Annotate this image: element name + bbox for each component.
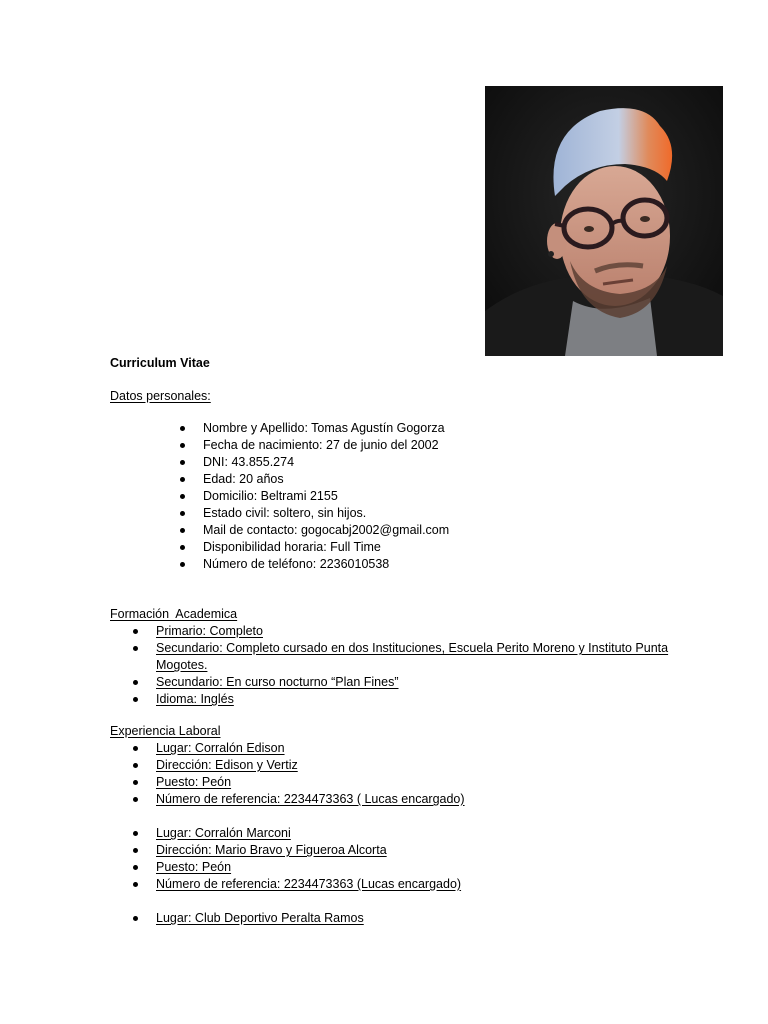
- job-list: [131, 910, 364, 927]
- bullet-icon: [180, 460, 185, 465]
- bullet-icon: [133, 848, 138, 853]
- list-item-text: Lugar: Corralón Edison: [156, 741, 285, 755]
- bullet-icon: [133, 797, 138, 802]
- list-item: [131, 674, 676, 691]
- list-item-text: Secundario: Completo cursado en dos Instituciones, Escuela Perito Moreno y Instituto Punta Mogotes.: [156, 641, 669, 672]
- list-item-text: Lugar: Corralón Marconi: [156, 826, 291, 840]
- list-item-text: Número de referencia: 2234473363 ( Lucas encargado): [156, 792, 465, 806]
- bullet-icon: [133, 916, 138, 921]
- bullet-icon: [133, 680, 138, 685]
- list-item: [178, 505, 449, 522]
- list-item-text: Puesto: Peón: [156, 860, 232, 874]
- list-item: [131, 623, 676, 640]
- list-item: [131, 691, 676, 708]
- list-item: [178, 539, 449, 556]
- list-item: [178, 454, 449, 471]
- bullet-icon: [133, 646, 138, 651]
- list-item-text: Domicilio: Beltrami 2155: [203, 489, 338, 503]
- education-heading: Formación Academica: [110, 607, 238, 621]
- bullet-icon: [180, 443, 185, 448]
- phone-text: Número de teléfono: 2236010538: [203, 557, 390, 571]
- list-item-text: Fecha de nacimiento: 27 de junio del 2002: [203, 438, 439, 452]
- list-item: [131, 859, 461, 876]
- email-text: Mail de contacto: gogocabj2002@gmail.com: [203, 523, 450, 537]
- education-list: [131, 623, 676, 708]
- list-item: [131, 791, 465, 808]
- profile-photo: [485, 86, 723, 356]
- list-item: [131, 876, 461, 893]
- list-item-text: DNI: 43.855.274: [203, 455, 295, 469]
- bullet-icon: [133, 697, 138, 702]
- list-item-text: Estado civil: soltero, sin hijos.: [203, 506, 367, 520]
- job-list: [131, 825, 461, 893]
- list-item: [131, 825, 461, 842]
- bullet-icon: [180, 511, 185, 516]
- profile-photo-illustration: [485, 86, 723, 356]
- personal-data-heading: Datos personales:: [110, 389, 211, 403]
- job-list: [131, 740, 465, 808]
- bullet-icon: [180, 494, 185, 499]
- bullet-icon: [180, 426, 185, 431]
- list-item-text: Lugar: Club Deportivo Peralta Ramos: [156, 911, 364, 925]
- list-item-text: Disponibilidad horaria: Full Time: [203, 540, 381, 554]
- bullet-icon: [180, 477, 185, 482]
- list-item-text: Puesto: Peón: [156, 775, 232, 789]
- bullet-icon: [180, 562, 185, 567]
- list-item-text: Edad: 20 años: [203, 472, 284, 486]
- list-item: [131, 842, 461, 859]
- list-item: [131, 774, 465, 791]
- list-item: [178, 471, 449, 488]
- list-item: [178, 488, 449, 505]
- list-item: [178, 437, 449, 454]
- personal-data-list: [178, 420, 449, 573]
- list-item-text: Primario: Completo: [156, 624, 263, 638]
- bullet-icon: [133, 763, 138, 768]
- bullet-icon: [133, 831, 138, 836]
- list-item: [131, 740, 465, 757]
- list-item-text: Número de referencia: 2234473363 (Lucas encargado): [156, 877, 462, 891]
- list-item: [131, 640, 676, 674]
- list-item: [178, 522, 449, 539]
- bullet-icon: [133, 746, 138, 751]
- bullet-icon: [133, 780, 138, 785]
- document-title: Curriculum Vitae: [110, 356, 210, 370]
- bullet-icon: [180, 545, 185, 550]
- bullet-icon: [180, 528, 185, 533]
- list-item-text: Secundario: En curso nocturno “Plan Fines”: [156, 675, 399, 689]
- list-item: [131, 910, 364, 927]
- list-item: [178, 556, 449, 573]
- bullet-icon: [133, 882, 138, 887]
- list-item-text: Nombre y Apellido: Tomas Agustín Gogorza: [203, 421, 445, 435]
- list-item: [131, 757, 465, 774]
- list-item: [178, 420, 449, 437]
- bullet-icon: [133, 629, 138, 634]
- list-item-text: Dirección: Edison y Vertiz: [156, 758, 298, 772]
- bullet-icon: [133, 865, 138, 870]
- work-experience-heading: Experiencia Laboral: [110, 724, 221, 738]
- list-item-text: Dirección: Mario Bravo y Figueroa Alcorta: [156, 843, 387, 857]
- list-item-text: Idioma: Inglés: [156, 692, 234, 706]
